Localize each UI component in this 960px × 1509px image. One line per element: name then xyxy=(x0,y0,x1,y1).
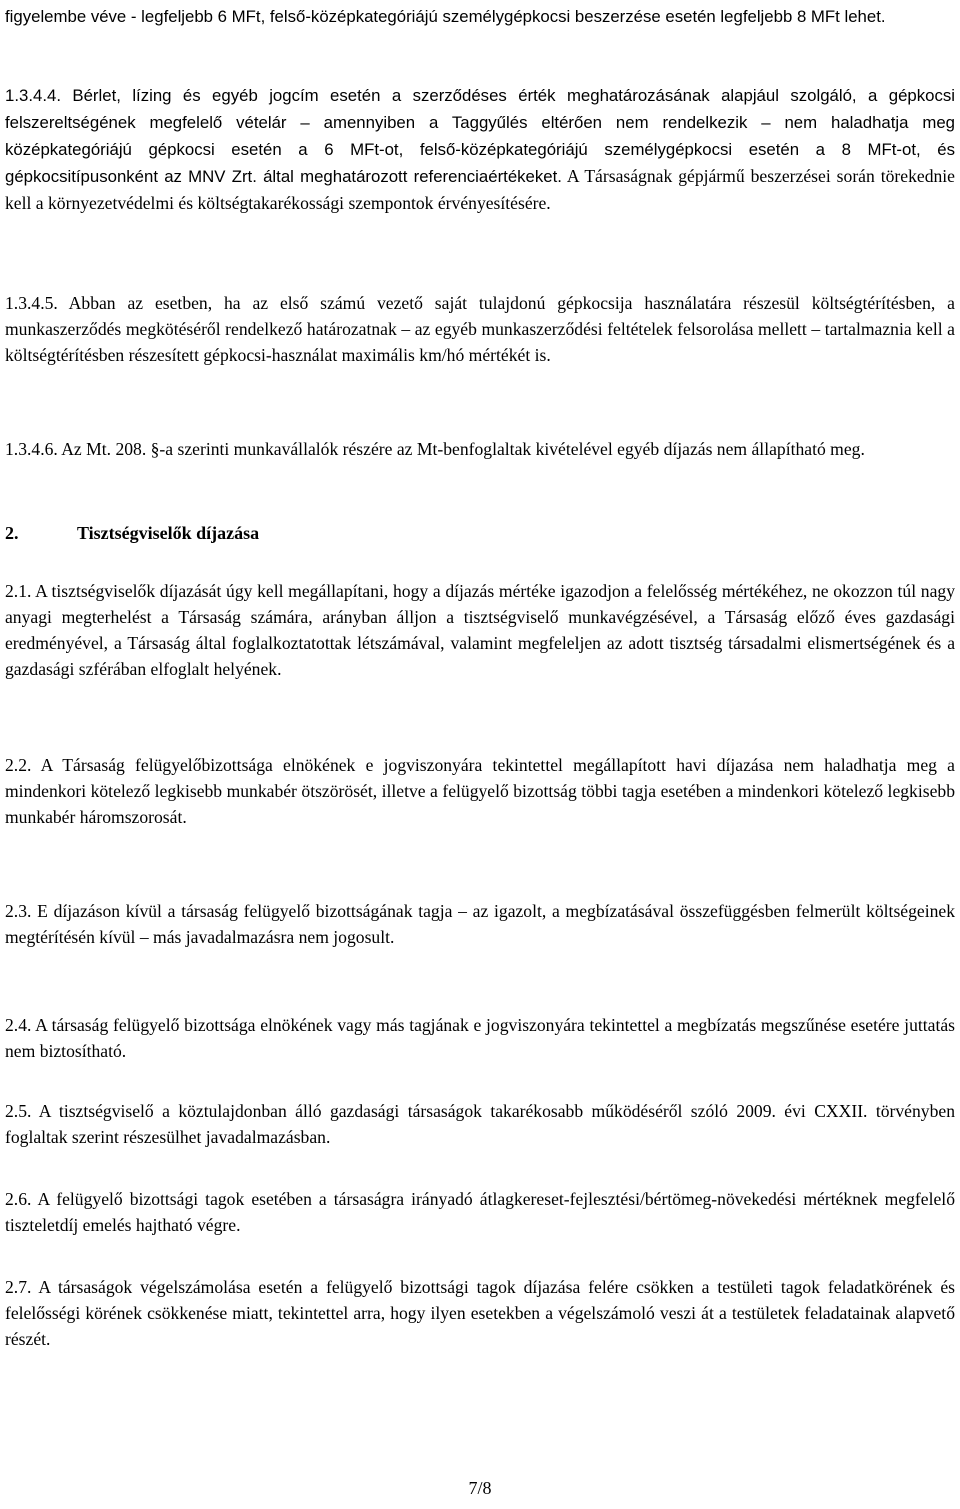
paragraph-2-1: 2.1. A tisztségviselők díjazását úgy kell megállapítani, hogy a díjazás mértéke igazodjon a felelősség mértékéhez, ne okozzon túl nagy anyagi megterhelést a Társaság számára, arányban álljon a tisztségviselő munkavégzésével, a Társaság előző éves gazdasági eredményével, a Társaság által foglalkoztatottak létszámával, valamint megfeleljen az adott tisztség társadalmi elismertségének és a gazdasági szférában elfoglalt helyének. xyxy=(5,581,955,679)
paragraph-1-3-4-4 xyxy=(5,82,955,216)
section-title: Tisztségviselők díjazása xyxy=(77,523,260,543)
section-heading xyxy=(5,520,955,546)
paragraph-1-3-4-6: 1.3.4.6. Az Mt. 208. §-a szerinti munkavállalók részére az Mt-benfoglaltak kivételével egyéb díjazás nem állapítható meg. xyxy=(5,439,865,459)
paragraph-2-6: 2.6. A felügyelő bizottsági tagok esetében a társaságra irányadó átlagkereset-fejlesztési/bértömeg-növekedési mértéknek megfelelő tiszteletdíj emelés hajtható végre. xyxy=(5,1189,955,1235)
paragraph-2-4: 2.4. A társaság felügyelő bizottsága elnökének vagy más tagjának e jogviszonyára tekintettel a megbízatás megszűnése esetére juttatás nem biztosítható. xyxy=(5,1015,955,1061)
page-number: 7/8 xyxy=(468,1478,492,1498)
paragraph-1-3-4-5: 1.3.4.5. Abban az esetben, ha az első számú vezető saját tulajdonú gépkocsija használatára részesül költségtérítésben, a munkaszerződés megkötéséről rendelkező határozatnak – az egyéb munkaszerződési feltételek felsorolása mellett – tartalmaznia kell a költségtérítésben részesített gépkocsi-használat maximális km/hó mértékét is. xyxy=(5,293,955,365)
paragraph-1-3-4-4-part-b: A Társaságnak gépjármű beszerzései során törekednie kell a környezetvédelmi és költségtakarékossági szempontok érvényesítésére. xyxy=(5,166,955,213)
paragraph-2-2: 2.2. A Társaság felügyelőbizottsága elnökének e jogviszonyára tekintettel megállapított havi díjazása nem haladhatja meg a mindenkori kötelező legkisebb munkabér ötszörösét, illetve a felügyelő bizottság többi tagja esetében a mindenkori kötelező legkisebb munkabér háromszorosát. xyxy=(5,755,955,827)
paragraph-2-3: 2.3. E díjazáson kívül a társaság felügyelő bizottságának tagja – az igazolt, a megbízatásával összefüggésben felmerült költségeinek megtérítésén kívül – más javadalmazásra nem jogosult. xyxy=(5,901,955,947)
paragraph-1-3-4-4-part-a: 1.3.4.4. Bérlet, lízing és egyéb jogcím esetén a szerződéses érték meghatározásának alapjául szolgáló, a gépkocsi felszereltségének megfelelő vételár – amennyiben a Taggyűlés eltérően nem rendelkezik – nem haladhatja meg középkategóriájú gépkocsi esetén a 6 MFt-ot, felső-középkategóriájú személygépkocsi esetén a 8 MFt-ot, és gépkocsitípusonként az MNV Zrt. által meghatározott referenciaértékeket. xyxy=(5,86,955,186)
section-number: 2. xyxy=(5,523,19,543)
paragraph-2-7: 2.7. A társaságok végelszámolása esetén a felügyelő bizottsági tagok díjazása felére csökken a testületi tagok feladatkörének és felelősségi körének csökkenése miatt, tekintettel arra, hogy ilyen esetekben a végelszámoló veszi át a testületek feladatainak alapvető részét. xyxy=(5,1277,955,1349)
paragraph-continuation: figyelembe véve - legfeljebb 6 MFt, felső-középkategóriájú személygépkocsi beszerzése esetén legfeljebb 8 MFt lehet. xyxy=(5,7,886,26)
paragraph-2-5: 2.5. A tisztségviselő a köztulajdonban álló gazdasági társaságok takarékosabb működéséről szóló 2009. évi CXXII. törvényben foglaltak szerint részesülhet javadalmazásban. xyxy=(5,1101,955,1147)
